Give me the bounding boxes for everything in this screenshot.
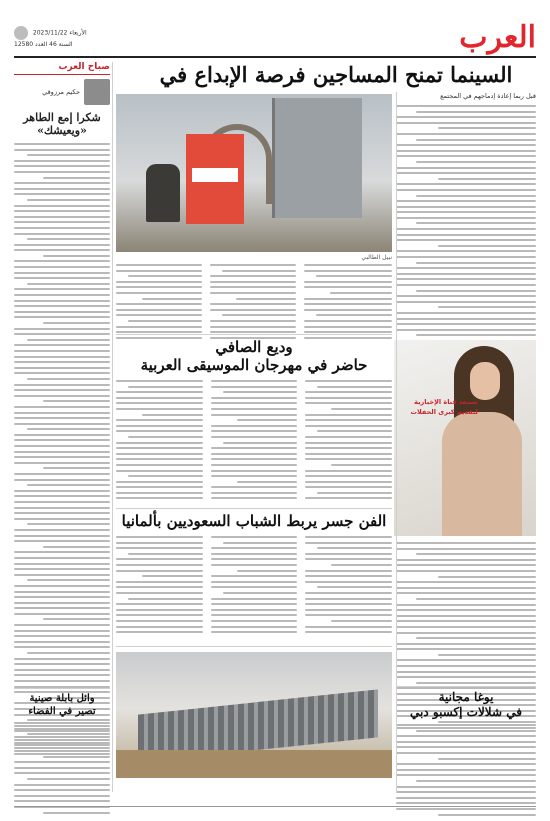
yoga-headline-line2: في شلالات إكسبو دبي [410,705,522,719]
issue-info [14,26,87,49]
yoga-headline-line1: يوغا مجانية [438,690,494,704]
singer-photo [394,340,536,536]
yoga-headline [396,690,536,720]
lead-headline: السينما تمنح المساجين فرصة الإبداع في [159,62,513,87]
author-name: حكيم مرزوقي [42,88,80,96]
lead-body-right [304,264,392,342]
opinion-column [14,62,110,758]
wadih-headline-line2: حاضر في مهرجان الموسيقى العربية [140,356,368,374]
wadih-body [116,380,392,503]
section-divider-5 [14,688,110,689]
opinion-section-title: صباح العرب [14,62,110,75]
photo-credit: نبيل الطالبي [361,254,392,261]
babel-headline [14,692,110,718]
lead-body-mid [210,264,296,342]
saudi-body [116,536,392,637]
wadih-headline-line1: وديع الصافي [215,338,293,356]
author-block [14,79,110,105]
section-divider-1 [116,334,392,335]
singer-caption: تستعد قناة الإخبارية لتقديم كبرى الحفلات [410,398,478,416]
lead-text-lines [396,105,536,370]
masthead [14,20,536,58]
issue-date: الأربعاء 2023/11/22 [32,29,87,37]
yoga-body [396,724,536,819]
babel-headline-line1: وائل بابلة صينية [29,693,95,704]
opinion-headline: شكرا إمع الطاهر «ويعيشك» [23,111,101,137]
author-avatar [84,79,110,105]
column-divider-right [396,92,397,792]
issue-number: السنة 46 العدد 12580 [14,41,73,48]
lead-body-left [116,264,202,342]
issue-circle-icon [14,26,28,40]
page-footer-rule [14,806,536,807]
lead-photo [116,94,392,252]
section-divider-2 [116,508,392,509]
opinion-text-lines [14,143,110,755]
waterfall-photo [116,652,392,778]
wadih-headline [116,338,392,374]
section-divider-4 [396,686,536,687]
section-divider-3 [116,646,392,647]
babel-body [14,722,110,817]
lead-intro-text: قبل ربما إعادة إدماجهم في المجتمع [440,92,536,100]
newspaper-logo: العرب [459,20,536,55]
lead-intro-column [396,92,536,374]
column-divider-left [112,62,113,792]
babel-headline-line2: تصير في الفضاء [28,706,96,717]
saudi-headline: الفن جسر يربط الشباب السعوديين بألمانيا [121,512,387,530]
